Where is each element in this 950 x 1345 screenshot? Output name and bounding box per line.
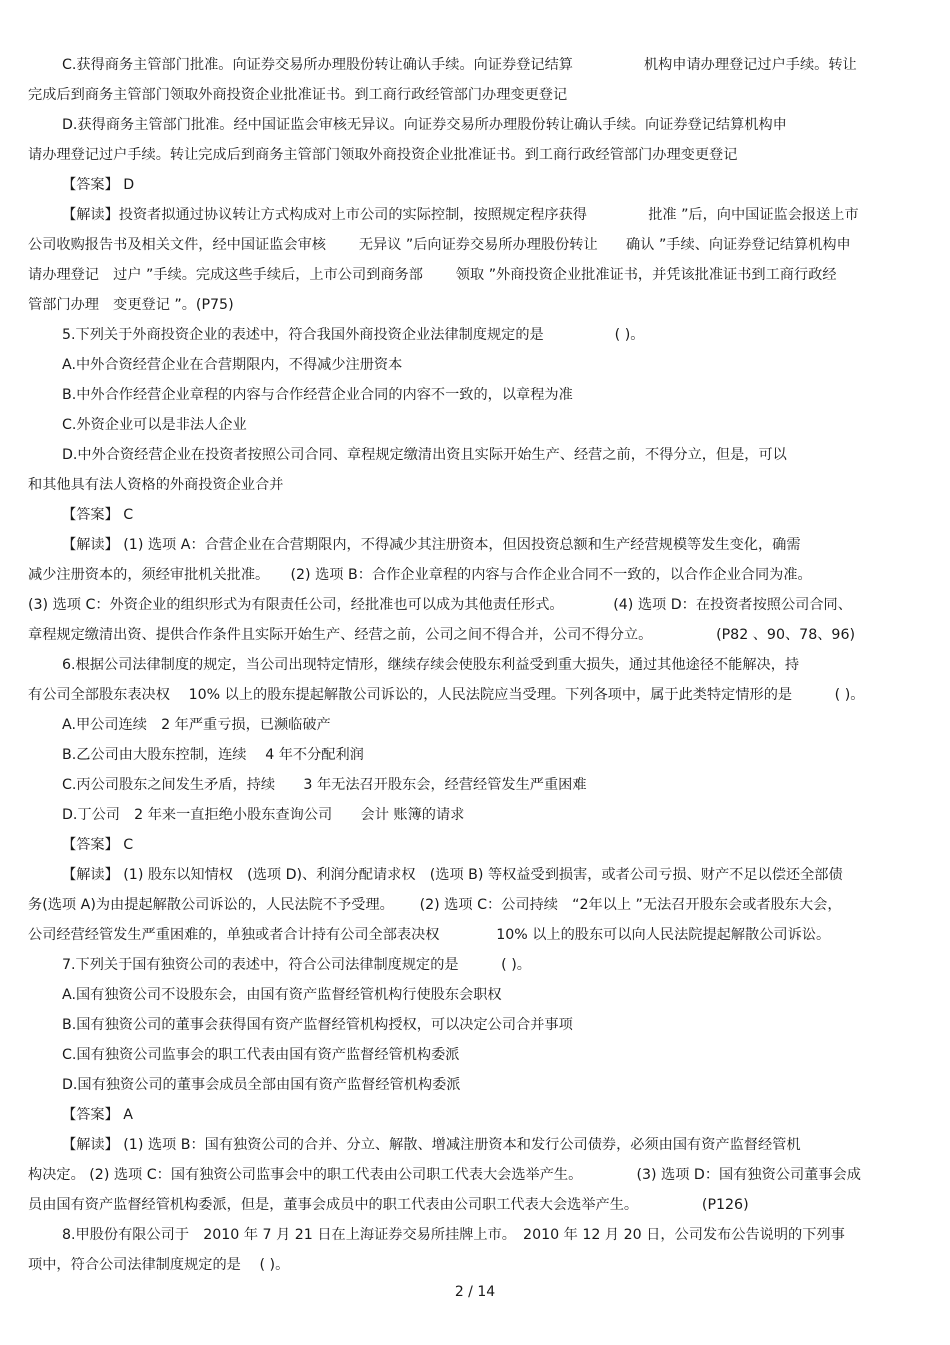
- text-line: 有公司全部股东表决权 10% 以上的股东提起解散公司诉讼的，人民法院应当受理。下列各项中，属于此类特定情形的是 ( )。: [28, 687, 865, 703]
- option-line: D.中外合资经营企业在投资者按照公司合同、章程规定缴清出资且实际开始生产、经营之前，不得分立，但是，可以: [62, 447, 787, 463]
- text-line: 和其他具有法人资格的外商投资企业合并: [28, 477, 284, 493]
- question-line: 5.下列关于外商投资企业的表述中，符合我国外商投资企业法律制度规定的是 ( )。: [62, 327, 645, 343]
- text-line: 章程规定缴清出资、提供合作条件且实际开始生产、经营之前，公司之间不得合并，公司不得分立。 (P82 、90、78、96): [28, 627, 856, 643]
- answer-line: 【答案】 C: [62, 507, 134, 523]
- text-line: 【解读】 (1) 选项 B：国有独资公司的合并、分立、解散、增减注册资本和发行公司债券，必须由国有资产监督经管机: [62, 1137, 801, 1153]
- text-line: 【解读】 (1) 股东以知情权 (选项 D)、利润分配请求权 (选项 B) 等权益受到损害，或者公司亏损、财产不足以偿还全部债: [62, 867, 843, 883]
- option-line: B.乙公司由大股东控制，连续 4 年不分配利润: [62, 747, 364, 763]
- answer-line: 【答案】 C: [62, 837, 134, 853]
- text-line: 务(选项 A)为由提起解散公司诉讼的，人民法院不予受理。 (2) 选项 C：公司持续 “2年以上 ”无法召开股东会或者股东大会，: [28, 897, 842, 913]
- text-line: 公司收购报告书及相关文件，经中国证监会审核 无异议 ”后向证券交易所办理股份转让 确认 ”手续、向证券登记结算机构申: [28, 237, 851, 253]
- option-line: A.国有独资公司不设股东会，由国有资产监督经管机构行使股东会职权: [62, 987, 502, 1003]
- option-line: A.甲公司连续 2 年严重亏损，已濒临破产: [62, 717, 331, 733]
- answer-line: 【答案】 D: [62, 177, 135, 193]
- text-line: 管部门办理 变更登记 ”。(P75): [28, 297, 234, 313]
- text-line: 减少注册资本的，须经审批机关批准。 (2) 选项 B：合作企业章程的内容与合作企业合同不一致的，以合作企业合同为准。: [28, 567, 812, 583]
- option-line: C.国有独资公司监事会的职工代表由国有资产监督经管机构委派: [62, 1047, 460, 1063]
- option-line: D.丁公司 2 年来一直拒绝小股东查询公司 会计 账簿的请求: [62, 807, 465, 823]
- question-line: 7.下列关于国有独资公司的表述中，符合公司法律制度规定的是 ( )。: [62, 957, 531, 973]
- question-line: 6.根据公司法律制度的规定，当公司出现特定情形，继续存续会使股东利益受到重大损失，通过其他途径不能解决，持: [62, 657, 800, 673]
- option-line: C.外资企业可以是非法人企业: [62, 417, 247, 433]
- answer-line: 【答案】 A: [62, 1107, 133, 1123]
- option-line: A.中外合资经营企业在合营期限内，不得减少注册资本: [62, 357, 403, 373]
- text-line: 完成后到商务主管部门领取外商投资企业批准证书。到工商行政经管部门办理变更登记: [28, 87, 568, 103]
- option-line: C.丙公司股东之间发生矛盾，持续 3 年无法召开股东会，经营经管发生严重困难: [62, 777, 587, 793]
- text-line: 请办理登记 过户 ”手续。完成这些手续后，上市公司到商务部 领取 ”外商投资企业批准证书，并凭该批准证书到工商行政经: [28, 267, 837, 283]
- text-line: 【解读】 (1) 选项 A：合营企业在合营期限内，不得减少其注册资本，但因投资总额和生产经营规模等发生变化，确需: [62, 537, 801, 553]
- text-line: 项中，符合公司法律制度规定的是 ( )。: [28, 1257, 290, 1273]
- text-line: (3) 选项 C：外资企业的组织形式为有限责任公司，经批准也可以成为其他责任形式。 (4) 选项 D：在投资者按照公司合同、: [28, 597, 852, 613]
- option-line: B.国有独资公司的董事会获得国有资产监督经管机构授权，可以决定公司合并事项: [62, 1017, 573, 1033]
- page-number: 2 / 14: [454, 1284, 496, 1300]
- text-line: 请办理登记过户手续。转让完成后到商务主管部门领取外商投资企业批准证书。到工商行政经管部门办理变更登记: [28, 147, 738, 163]
- text-line: 【解读】投资者拟通过协议转让方式构成对上市公司的实际控制，按照规定程序获得 批准 ”后，向中国证监会报送上市: [62, 207, 859, 223]
- option-line: B.中外合作经营企业章程的内容与合作经营企业合同的内容不一致的，以章程为准: [62, 387, 573, 403]
- text-line: 员由国有资产监督经管机构委派，但是，董事会成员中的职工代表由公司职工代表大会选举产生。 (P126): [28, 1197, 749, 1213]
- text-line: C.获得商务主管部门批准。向证券交易所办理股份转让确认手续。向证券登记结算 机构申请办理登记过户手续。转让: [62, 57, 857, 73]
- text-line: 构决定。 (2) 选项 C：国有独资公司监事会中的职工代表由公司职工代表大会选举产生。 (3) 选项 D：国有独资公司董事会成: [28, 1167, 861, 1183]
- text-line: 公司经营经管发生严重困难的，单独或者合计持有公司全部表决权 10% 以上的股东可以向人民法院提起解散公司诉讼。: [28, 927, 831, 943]
- option-line: D.国有独资公司的董事会成员全部由国有资产监督经管机构委派: [62, 1077, 461, 1093]
- text-line: D.获得商务主管部门批准。经中国证监会审核无异议。向证券交易所办理股份转让确认手续。向证券登记结算机构申: [62, 117, 787, 133]
- question-line: 8.甲股份有限公司于 2010 年 7 月 21 日在上海证券交易所挂牌上市。 2010 年 12 月 20 日，公司发布公告说明的下列事: [62, 1227, 845, 1243]
